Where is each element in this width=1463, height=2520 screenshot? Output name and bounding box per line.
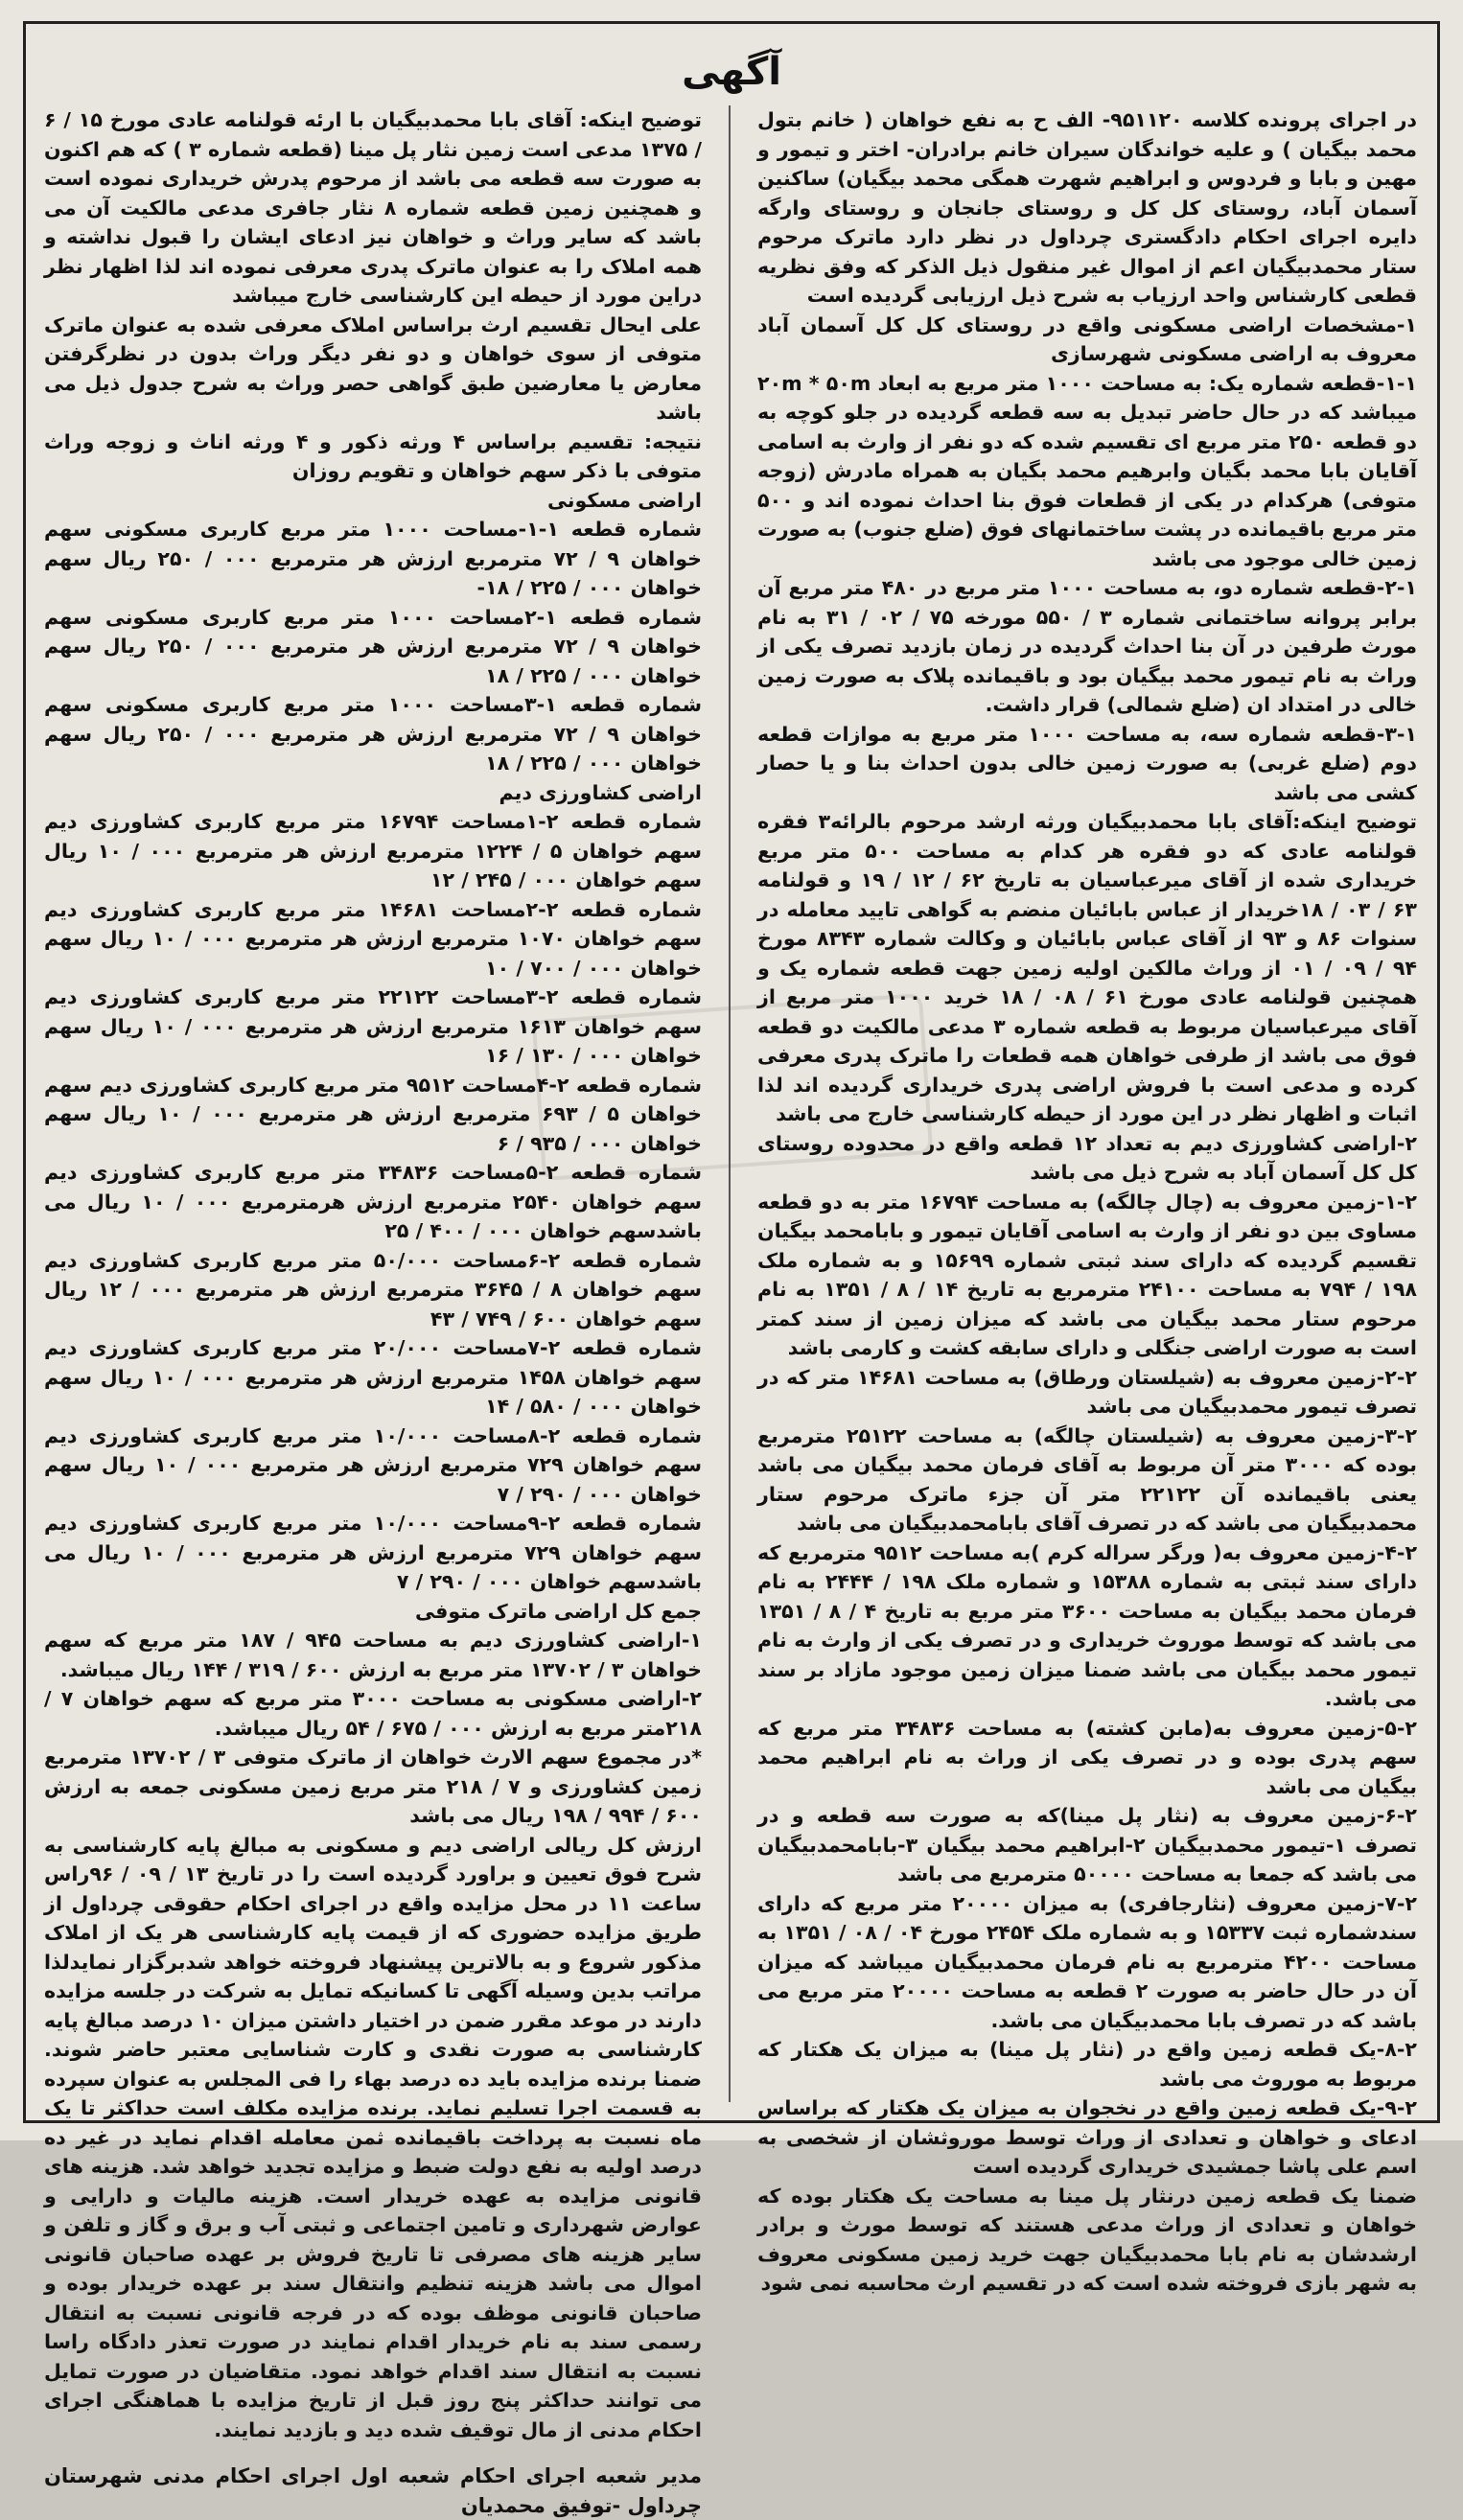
paragraph: توضیح اینکه:آقای بابا محمدبیگیان ورثه ارشد مرحوم بالرائه۳ فقره قولنامه عادی که دو فقره هر کدام به مساحت ۵۰۰ متر مربع خریداری شده از آقای میرعباسیان به تاریخ ۶۲ / ۱۲ / ۱۹ و قولنامه ۶۳ / ۰۳ / ۱۸خریدار از عباس بابائیان منضم به گواهی تایید معامله در سنوات ۸۶ و ۹۳ از آقای عباس بابائیان و وکالت شماره ۸۳۴۳ مورخ ۹۴ / ۰۹ / ۰۱ از وراث مالکین اولیه زمین جهت قطعه شماره یک و همچنین قولنامه عادی مورخ ۶۱ / ۰۸ / ۱۸ خرید ۱۰۰۰ متر مربع از آقای میرعباسیان مربوط به قطعه شماره ۳ مدعی مالکیت دو قطعه فوق می باشد از طرفی خواهان همه قطعات را ماترک پدری معرفی کرده و مدعی است با فروش اراضی پدری خریداری گردیده اند لذا اثبات و اظهار نظر در این مورد از حیطه کارشناسی خارج می باشد [757,810,1418,1125]
parcel-row: شماره قطعه ۲-۳مساحت ۲۲۱۲۲ متر مربع کاربری کشاورزی دیم سهم خواهان ۱۶۱۳ مترمربع ارزش هر مترمربع ۰۰۰ / ۱۰ ریال سهم خواهان ۰۰۰ / ۱۳۰ / ۱۶ [44,985,702,1067]
paragraph: ۱-۱-قطعه شماره یک: به مساحت ۱۰۰۰ متر مربع به ابعاد ۲۰m * ۵۰m میباشد که در حال حاضر تبدیل به سه قطعه گردیده در جلو کوچه به دو قطعه ۲۵۰ متر مربع ای تقسیم شده که دو نفر از وارث به اسامی آقایان بابا محمد بگیان وابرهیم محمد بگیان به همراه مادرش (زوجه متوفی) هرکدام در یکی از قطعات فوق بنا احداث نموده اند و ۵۰۰ متر مربع باقیمانده در پشت ساختمانهای فوق (ضلع جنوب) به صورت زمین خالی موجود می باشد [757,371,1418,570]
summary-line: *در مجموع سهم الارث خواهان از ماترک متوفی ۳ / ۱۳۷۰۲ مترمربع زمین کشاورزی و ۷ / ۲۱۸ متر مربع زمین مسکونی جمعه به ارزش ۶۰۰ / ۹۹۴ / ۱۹۸ ریال می باشد [44,1746,702,1827]
parcel-row: شماره قطعه ۲-۶مساحت ۵۰/۰۰۰ متر مربع کاربری کشاورزی دیم سهم خواهان ۸ / ۳۶۴۵ مترمربع ارزش هر مترمربع ۰۰۰ / ۱۲ ریال سهم خواهان ۶۰۰ / ۷۴۹ / ۴۳ [44,1248,702,1330]
summary-line: ۲-اراضی مسکونی به مساحت ۳۰۰۰ متر مربع که سهم خواهان ۷ / ۲۱۸متر مربع به ارزش ۰۰۰ / ۶۷۵ / ۵۴ ریال میباشد. [44,1687,702,1740]
paragraph: ۷-۲-زمین معروف (نثارجافری) به میزان ۲۰۰۰۰ متر مربع که دارای سندشماره ثبت ۱۵۳۳۷ و به شماره ملک ۲۴۵۴ مورخ ۰۴ / ۰۸ / ۱۳۵۱ به مساحت ۴۲۰۰ مترمربع به نام فرمان محمدبیگیان میباشد که میزان آن در حال حاضر به صورت ۲ قطعه به مساحت ۲۰۰۰۰ متر مربع می باشد که در تصرف بابا محمدبیگیان می باشد. [757,1891,1417,2032]
summary-line: ۱-اراضی کشاورزی دیم به مساحت ۹۴۵ / ۱۸۷ متر مربع که سهم خواهان ۳ / ۱۳۷۰۲ متر مربع به ارزش ۶۰۰ / ۳۱۹ / ۱۴۴ ریال میباشد. [44,1629,702,1681]
notice-title: آگهی [682,50,781,94]
section-heading: جمع کل اراضی ماترک متوفی [415,1599,702,1623]
signature: مدیر شعبه اجرای احکام شعبه اول اجرای احکام مدنی شهرستان چرداول -توفیق محمدیان [44,2464,702,2517]
paragraph: ۳-۲-زمین معروف به (شیلستان چالگه) به مساحت ۲۵۱۲۲ مترمربع بوده که ۳۰۰۰ متر آن مربوط به آقای فرمان محمد بیگیان می باشد یعنی باقیمانده آن ۲۲۱۲۲ متر آن جزء ماترک مرحوم ستار محمدبیگیان می باشد که در تصرف آقای بابامحمدبیگیان می باشد [757,1423,1418,1535]
paragraph: ۵-۲-زمین معروف به(مابن کشته) به مساحت ۳۴۸۳۶ متر مربع که سهم پدری بوده و در تصرف یکی از وراث به نام ابراهیم محمد بیگیان می باشد [757,1716,1417,1798]
right-column [757,105,1418,2295]
paragraph: ۴-۲-زمین معروف به( ورگر سراله کرم )به مساحت ۹۵۱۲ مترمربع که دارای سند ثبتی به شماره ۱۵۳۸۸ و شماره ملک ۱۹۸ / ۲۴۴۴ به نام فرمان محمد بیگیان به مساحت ۳۶۰۰ متر مربع به تاریخ ۴ / ۸ / ۱۳۵۱ می باشد که توسط موروث خریداری و در تصرف یکی از وارث به نام تیمور محمد بیگیان می باشد ضمنا میزان زمین موجود مازاد بر سند می باشد. [757,1540,1418,1710]
paragraph: ۹-۲-یک قطعه زمین واقع در نخجوان به میزان یک هکتار که براساس ادعای و خواهان و تعدادی از وراث توسط موروثشان از شخصی به اسم علی پاشا جمشیدی خریداری گردیده است [757,2096,1417,2178]
left-column [44,105,702,2517]
paragraph: ۸-۲-یک قطعه زمین واقع در (نثار پل مینا) به میزان یک هکتار که مربوط به موروث می باشد [757,2038,1417,2091]
parcel-row: شماره قطعه ۲-۱مساحت ۱۶۷۹۴ متر مربع کاربری کشاورزی دیم سهم خواهان ۵ / ۱۲۲۴ مترمربع ارزش هر مترمربع ۰۰۰ / ۱۰ ریال سهم خواهان ۰۰۰ / ۲۴۵ / ۱۲ [44,810,702,891]
paragraph: ۲-۱-قطعه شماره دو، به مساحت ۱۰۰۰ متر مربع در ۴۸۰ متر مربع آن برابر پروانه ساختمانی شماره ۳ / ۵۵۰ مورخه ۷۵ / ۰۲ / ۳۱ به نام مورث طرفین در آن بنا احداث گردیده در زمان بازدید تصرف یکی از وراث به نام تیمور محمد بیگیان بود و باقیمانده پلاک به صورت زمین خالی در امتداد ان (ضلع شمالی) قرار داشت. [757,576,1417,716]
parcel-row: شماره قطعه ۱-۱-مساحت ۱۰۰۰ متر مربع کاربری مسکونی سهم خواهان ۹ / ۷۲ مترمربع ارزش هر مترمربع ۰۰۰ / ۲۵۰ ریال سهم خواهان ۰۰۰ / ۲۲۵ / ۱۸- [44,518,702,599]
parcel-row: شماره قطعه ۲-۷مساحت ۲۰/۰۰۰ متر مربع کاربری کشاورزی دیم سهم خواهان ۱۴۵۸ مترمربع ارزش هر مترمربع ۰۰۰ / ۱۰ ریال سهم خواهان ۰۰۰ / ۵۸۰ / ۱۴ [44,1336,702,1418]
parcel-row: شماره قطعه ۲-۴مساحت ۹۵۱۲ متر مربع کاربری کشاورزی دیم سهم خواهان ۵ / ۶۹۳ مترمربع ارزش هر مترمربع ۰۰۰ / ۱۰ ریال سهم خواهان ۰۰۰ / ۹۳۵ / ۶ [44,1073,702,1155]
column-divider [729,105,731,2102]
paragraph: ۶-۲-زمین معروف به (نثار پل مینا)که به صورت سه قطعه و در تصرف ۱-تیمور محمدبیگیان ۲-ابراهیم محمد بیگیان ۳-بابامحمدبیگیان می باشد که جمعا به مساحت ۵۰۰۰۰ مترمربع می باشد [757,1804,1417,1885]
parcel-row: شماره قطعه ۱-۳مساحت ۱۰۰۰ متر مربع کاربری مسکونی سهم خواهان ۹ / ۷۲ مترمربع ارزش هر مترمربع ۰۰۰ / ۲۵۰ ریال سهم خواهان ۰۰۰ / ۲۲۵ / ۱۸ [44,693,702,774]
paragraph: در اجرای پرونده کلاسه ۹۵۱۱۲۰- الف ح به نفع خواهان ( خانم بتول محمد بیگیان ) و علیه خواندگان سیران خانم برادران- اختر و تیمور و مهین و بابا و فردوس و ابراهیم شهرت همگی محمد بیگیان) ساکنین آسمان آباد، روستای کل کل و روستای جانجان و روستای وارگه دایره اجرای احکام دادگستری چرداول در نظر دارد ماترک مرحوم ستار محمدبیگیان اعم از اموال غیر منقول ذیل الذکر که وفق نظریه قطعی کارشناس واحد ارزیاب به شرح ذیل ارزیابی گردیده است [757,108,1417,307]
auction-terms: ارزش کل ریالی اراضی دیم و مسکونی به مبالغ پایه کارشناسی به شرح فوق تعیین و براورد گردیده است را در تاریخ ۱۳ / ۰۹ / ۹۶راس ساعت ۱۱ در محل مزایده واقع در اجرای احکام حقوقی چرداول از طریق مزایده حضوری که از قیمت پایه کارشناسی هر یک از املاک مذکور شروع و به بالاترین پیشنهاد فروخته خواهد شدبرگزار نمایدلذا مراتب بدین وسیله آگهی تا کسانیکه تمایل به شرکت در جلسه مزایده دارند در موعد مقرر ضمن در اختیار داشتن میزان ۱۰ درصد مبالغ پایه کارشناسی به صورت نقدی و کارت شناسایی معتبر حاضر شوند. ضمنا برنده مزایده باید ده درصد بهاء را فی المجلس به عنوان سپرده به قسمت اجرا تسلیم نماید. برنده مزایده مکلف است حداکثر تا یک ماه نسبت به پرداخت باقیمانده ثمن معامله اقدام نماید در غیر ده درصد اولیه به نفع دولت ضبط و مزایده تجدید خواهد شد. هزینه های قانونی مزایده به عهده خریدار است. هزینه مالیات و دارایی و عوارض شهرداری و تامین اجتماعی و ثبتی آب و برق و گاز و تلفن و سایر هزینه های مصرفی تا تاریخ فروش بر عهده صاحبان قانونی اموال می باشد هزینه تنظیم وانتقال سند بر عهده خریدار بوده و صاحبان قانونی موظف بوده که در فرجه قانونی نسبت به انتقال رسمی سند به نام خریدار اقدام نمایند در صورت تعذر دادگاه راسا نسبت به انتقال سند اقدام خواهد نمود. متقاضیان در صورت تمایل می توانند حداکثر پنج روز قبل از تاریخ مزایده با هماهنگی اجرای احکام مدنی از مال توقیف شده دید و بازدید نمایند. [44,1833,702,2441]
section-heading: اراضی مسکونی [546,488,702,512]
paragraph: ضمنا یک قطعه زمین درنثار پل مینا به مساحت یک هکتار بوده که خواهان و تعدادی از وراث مدعی هستند که توسط مورث و برادر ارشدشان به نام بابا محمدبیگیان جهت خرید زمین مسکونی معروف به شهر بازی فروخته شده است که در تقسیم ارث محاسبه نمی شود [757,2184,1417,2295]
parcel-row: شماره قطعه ۲-۹مساحت ۱۰/۰۰۰ متر مربع کاربری کشاورزی دیم سهم خواهان ۷۲۹ مترمربع ارزش هر مترمربع ۰۰۰ / ۱۰ ریال می باشدسهم خواهان ۰۰۰ / ۲۹۰ / ۷ [44,1512,702,1593]
parcel-row: شماره قطعه ۱-۲مساحت ۱۰۰۰ متر مربع کاربری مسکونی سهم خواهان ۹ / ۷۲ مترمربع ارزش هر مترمربع ۰۰۰ / ۲۵۰ ریال سهم خواهان ۰۰۰ / ۲۲۵ / ۱۸ [44,605,702,687]
paragraph: توضیح اینکه: آقای بابا محمدبیگیان با ارئه قولنامه عادی مورخ ۱۵ / ۶ / ۱۳۷۵ مدعی است زمین نثار پل مینا (قطعه شماره ۳ ) که هم اکنون به صورت سه قطعه می باشد از مرحوم پدرش خریداری نموده است و همچنین زمین قطعه شماره ۸ نثار جافری مدعی مالکیت آن می باشد که سایر وراث و خواهان نیز ادعای ایشان را قبول نداشته و همه املاک را به عنوان ماترک پدری معرفی نموده اند لذا اظهار نظر دراین مورد از حیطه این کارشناسی خارج میباشد [44,108,702,307]
paragraph: نتیجه: تقسیم براساس ۴ ورثه ذکور و ۴ ورثه اناث و زوجه وراث متوفی با ذکر سهم خواهان و تقویم روزان [44,429,702,482]
paragraph: ۳-۱-قطعه شماره سه، به مساحت ۱۰۰۰ متر مربع به موازات قطعه دوم (ضلع غربی) به صورت زمین خالی بدون احداث بنا و یا حصار کشی می باشد [757,722,1417,804]
parcel-row: شماره قطعه ۲-۵مساحت ۳۴۸۳۶ متر مربع کاربری کشاورزی دیم سهم خواهان ۲۵۴۰ مترمربع ارزش هرمترمربع ۰۰۰ / ۱۰ ریال می باشدسهم خواهان ۰۰۰ / ۴۰۰ / ۲۵ [44,1161,702,1242]
parcel-row: شماره قطعه ۲-۸مساحت ۱۰/۰۰۰ متر مربع کاربری کشاورزی دیم سهم خواهان ۷۲۹ مترمربع ارزش هر مترمربع ۰۰۰ / ۱۰ ریال سهم خواهان ۰۰۰ / ۲۹۰ / ۷ [44,1423,702,1506]
section-heading: اراضی کشاورزی دیم [499,780,702,804]
paragraph: ۲-اراضی کشاورزی دیم به تعداد ۱۲ قطعه واقع در محدوده روستای کل کل آسمان آباد به شرح ذیل می باشد [757,1131,1417,1184]
paragraph: علی ایحال تقسیم ارث براساس املاک معرفی شده به عنوان ماترک متوفی از سوی خواهان و دو نفر دیگر وراث بدون در نظرگرفتن معارض یا معارضین طبق گواهی حصر وراث به شرح جدول ذیل می باشد [44,312,702,424]
parcel-row: شماره قطعه ۲-۲مساحت ۱۴۶۸۱ متر مربع کاربری کشاورزی دیم سهم خواهان ۱۰۷۰ مترمربع ارزش هر مترمربع ۰۰۰ / ۱۰ ریال سهم خواهان ۰۰۰ / ۷۰۰ / ۱۰ [44,897,702,980]
paragraph: ۲-۲-زمین معروف به (شیلستان ورطاق) به مساحت ۱۴۶۸۱ متر که در تصرف تیمور محمدبیگیان می باشد [757,1365,1417,1418]
paragraph: ۱-مشخصات اراضی مسکونی واقع در روستای کل کل آسمان آباد معروف به اراضی مسکونی شهرسازی [757,312,1417,365]
paragraph: ۱-۲-زمین معروف به (چال چالگه) به مساحت ۱۶۷۹۴ متر به دو قطعه مساوی بین دو نفر از وارث به اسامی آقایان تیمور و بابامحمد بیگیان تقسیم گردیده که دارای سند ثبتی شماره ۱۵۶۹۹ و به شماره ملک ۱۹۸ / ۷۹۴ به مساحت ۲۴۱۰۰ مترمربع به تاریخ ۱۴ / ۸ / ۱۳۵۱ به نام مرحوم ستار محمد بیگیان می باشد که میزان زمین از سند کمتر است به صورت اراضی جنگلی و دارای سابقه کشت و کارمی باشد [757,1190,1417,1359]
